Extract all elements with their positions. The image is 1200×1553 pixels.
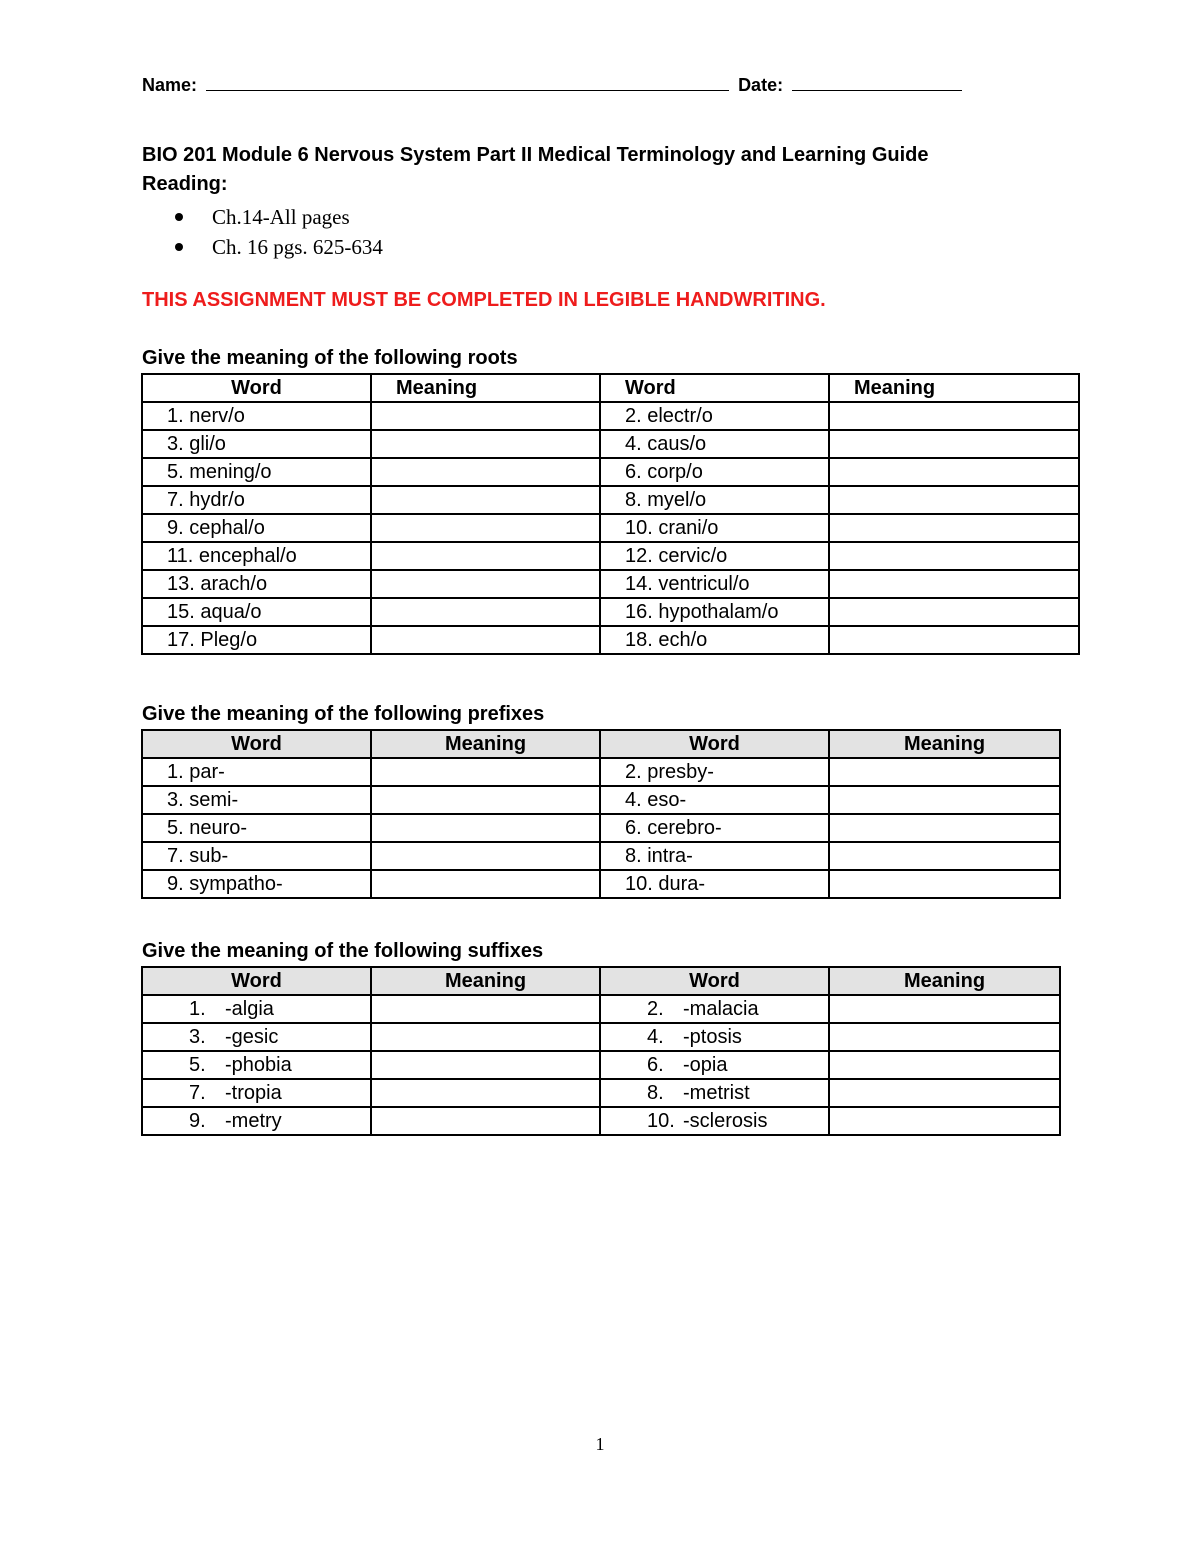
term-number: 7. bbox=[189, 1081, 206, 1104]
term-text: -metrist bbox=[683, 1081, 750, 1104]
table-row bbox=[142, 1107, 1060, 1135]
table-row bbox=[142, 542, 1079, 570]
reading-item: Ch.14-All pages bbox=[172, 202, 383, 232]
meaning-answer-cell[interactable] bbox=[829, 430, 1079, 458]
meaning-answer-cell[interactable] bbox=[371, 598, 600, 626]
meaning-answer-cell[interactable] bbox=[371, 870, 600, 898]
term-word: 6. cerebro- bbox=[600, 814, 829, 842]
term-word: 8. intra- bbox=[600, 842, 829, 870]
term-number: 2. bbox=[647, 997, 664, 1020]
document-title: BIO 201 Module 6 Nervous System Part II Medical Terminology and Learning Guide bbox=[142, 144, 929, 166]
term-word: 16. hypothalam/o bbox=[600, 598, 829, 626]
meaning-answer-cell[interactable] bbox=[371, 786, 600, 814]
term-word: 15. aqua/o bbox=[142, 598, 371, 626]
term-word bbox=[600, 1079, 829, 1107]
meaning-answer-cell[interactable] bbox=[829, 786, 1060, 814]
term-word: 17. Pleg/o bbox=[142, 626, 371, 654]
header-word: Word bbox=[142, 730, 371, 758]
term-text: -malacia bbox=[683, 997, 759, 1020]
term-number: 8. bbox=[647, 1081, 664, 1104]
term-word: 12. cervic/o bbox=[600, 542, 829, 570]
term-word: 1. nerv/o bbox=[142, 402, 371, 430]
term-word: 6. corp/o bbox=[600, 458, 829, 486]
term-text: -sclerosis bbox=[683, 1109, 768, 1132]
meaning-answer-cell[interactable] bbox=[371, 486, 600, 514]
term-number: 4. bbox=[647, 1025, 664, 1048]
table-row bbox=[142, 786, 1060, 814]
term-word: 5. mening/o bbox=[142, 458, 371, 486]
meaning-answer-cell[interactable] bbox=[829, 1023, 1060, 1051]
term-word bbox=[142, 1023, 371, 1051]
meaning-answer-cell[interactable] bbox=[829, 842, 1060, 870]
term-word: 4. eso- bbox=[600, 786, 829, 814]
term-word: 18. ech/o bbox=[600, 626, 829, 654]
table-row bbox=[142, 1079, 1060, 1107]
term-word: 9. cephal/o bbox=[142, 514, 371, 542]
header-word: Word bbox=[600, 967, 829, 995]
reading-item: Ch. 16 pgs. 625-634 bbox=[172, 232, 383, 262]
table-row bbox=[142, 842, 1060, 870]
header-word: Word bbox=[142, 374, 371, 402]
header-meaning: Meaning bbox=[829, 730, 1060, 758]
table-header-row bbox=[142, 374, 1079, 402]
term-number: 10. bbox=[647, 1109, 675, 1132]
table-row bbox=[142, 814, 1060, 842]
term-word: 1. par- bbox=[142, 758, 371, 786]
reading-label: Reading: bbox=[142, 173, 228, 195]
meaning-answer-cell[interactable] bbox=[829, 598, 1079, 626]
term-word bbox=[142, 1051, 371, 1079]
term-word: 10. crani/o bbox=[600, 514, 829, 542]
term-word: 10. dura- bbox=[600, 870, 829, 898]
term-text: -metry bbox=[225, 1109, 282, 1132]
term-word: 9. sympatho- bbox=[142, 870, 371, 898]
roots-section-title: Give the meaning of the following roots bbox=[142, 347, 518, 369]
meaning-answer-cell[interactable] bbox=[829, 1107, 1060, 1135]
meaning-answer-cell[interactable] bbox=[829, 542, 1079, 570]
meaning-answer-cell[interactable] bbox=[371, 1107, 600, 1135]
meaning-answer-cell[interactable] bbox=[371, 402, 600, 430]
meaning-answer-cell[interactable] bbox=[371, 842, 600, 870]
meaning-answer-cell[interactable] bbox=[829, 514, 1079, 542]
table-row bbox=[142, 1023, 1060, 1051]
term-word: 4. caus/o bbox=[600, 430, 829, 458]
handwriting-notice: THIS ASSIGNMENT MUST BE COMPLETED IN LEGIBLE HANDWRITING. bbox=[142, 289, 826, 311]
suffixes-table bbox=[141, 966, 1061, 1136]
meaning-answer-cell[interactable] bbox=[371, 1023, 600, 1051]
term-text: -phobia bbox=[225, 1053, 292, 1076]
meaning-answer-cell[interactable] bbox=[829, 1079, 1060, 1107]
term-word: 13. arach/o bbox=[142, 570, 371, 598]
table-header-row bbox=[142, 730, 1060, 758]
header-word: Word bbox=[142, 967, 371, 995]
meaning-answer-cell[interactable] bbox=[371, 1051, 600, 1079]
table-row bbox=[142, 1051, 1060, 1079]
meaning-answer-cell[interactable] bbox=[829, 458, 1079, 486]
meaning-answer-cell[interactable] bbox=[371, 758, 600, 786]
meaning-answer-cell[interactable] bbox=[829, 1051, 1060, 1079]
meaning-answer-cell[interactable] bbox=[371, 626, 600, 654]
term-word bbox=[600, 1051, 829, 1079]
suffixes-section-title: Give the meaning of the following suffixes bbox=[142, 940, 544, 962]
term-number: 1. bbox=[189, 997, 206, 1020]
header-meaning: Meaning bbox=[371, 730, 600, 758]
meaning-answer-cell[interactable] bbox=[371, 1079, 600, 1107]
meaning-answer-cell[interactable] bbox=[829, 814, 1060, 842]
roots-table bbox=[141, 373, 1080, 655]
meaning-answer-cell[interactable] bbox=[829, 570, 1079, 598]
table-row bbox=[142, 402, 1079, 430]
term-text: -algia bbox=[225, 997, 274, 1020]
table-row bbox=[142, 870, 1060, 898]
header-word: Word bbox=[600, 374, 829, 402]
term-word: 3. semi- bbox=[142, 786, 371, 814]
term-word bbox=[600, 995, 829, 1023]
header-meaning: Meaning bbox=[829, 967, 1060, 995]
term-text: -opia bbox=[683, 1053, 728, 1076]
table-row bbox=[142, 486, 1079, 514]
meaning-answer-cell[interactable] bbox=[829, 758, 1060, 786]
table-row bbox=[142, 626, 1079, 654]
prefixes-section-title: Give the meaning of the following prefixes bbox=[142, 703, 545, 725]
term-word bbox=[142, 1107, 371, 1135]
table-row bbox=[142, 514, 1079, 542]
term-word: 7. sub- bbox=[142, 842, 371, 870]
date-label: Date: bbox=[738, 75, 784, 95]
bullet-icon bbox=[175, 213, 183, 221]
meaning-answer-cell[interactable] bbox=[829, 626, 1079, 654]
meaning-answer-cell[interactable] bbox=[829, 995, 1060, 1023]
term-number: 6. bbox=[647, 1053, 664, 1076]
meaning-answer-cell[interactable] bbox=[371, 430, 600, 458]
header-meaning: Meaning bbox=[371, 967, 600, 995]
term-number: 9. bbox=[189, 1109, 206, 1132]
term-word bbox=[142, 1079, 371, 1107]
term-text: -ptosis bbox=[683, 1025, 742, 1048]
term-number: 3. bbox=[189, 1025, 206, 1048]
term-word: 14. ventricul/o bbox=[600, 570, 829, 598]
reading-list bbox=[172, 202, 383, 262]
term-word: 2. electr/o bbox=[600, 402, 829, 430]
table-row bbox=[142, 430, 1079, 458]
term-word: 7. hydr/o bbox=[142, 486, 371, 514]
name-date-row bbox=[142, 74, 972, 96]
header-word: Word bbox=[600, 730, 829, 758]
table-row bbox=[142, 458, 1079, 486]
meaning-answer-cell[interactable] bbox=[829, 486, 1079, 514]
header-meaning: Meaning bbox=[371, 374, 600, 402]
meaning-answer-cell[interactable] bbox=[371, 570, 600, 598]
term-word: 11. encephal/o bbox=[142, 542, 371, 570]
meaning-answer-cell[interactable] bbox=[829, 402, 1079, 430]
term-word bbox=[600, 1023, 829, 1051]
meaning-answer-cell[interactable] bbox=[829, 870, 1060, 898]
meaning-answer-cell[interactable] bbox=[371, 995, 600, 1023]
table-header-row bbox=[142, 967, 1060, 995]
header-meaning: Meaning bbox=[829, 374, 1079, 402]
name-field-line[interactable] bbox=[206, 74, 729, 91]
term-text: -tropia bbox=[225, 1081, 282, 1104]
term-text: -gesic bbox=[225, 1025, 279, 1048]
meaning-answer-cell[interactable] bbox=[371, 542, 600, 570]
prefixes-table bbox=[141, 729, 1061, 899]
page-number: 1 bbox=[595, 1434, 605, 1454]
term-word: 2. presby- bbox=[600, 758, 829, 786]
term-word: 3. gli/o bbox=[142, 430, 371, 458]
bullet-icon bbox=[175, 243, 183, 251]
table-row bbox=[142, 570, 1079, 598]
term-word: 5. neuro- bbox=[142, 814, 371, 842]
term-number: 5. bbox=[189, 1053, 206, 1076]
table-row bbox=[142, 758, 1060, 786]
meaning-answer-cell[interactable] bbox=[371, 458, 600, 486]
meaning-answer-cell[interactable] bbox=[371, 514, 600, 542]
table-row bbox=[142, 995, 1060, 1023]
term-word bbox=[142, 995, 371, 1023]
table-row bbox=[142, 598, 1079, 626]
term-word bbox=[600, 1107, 829, 1135]
date-field-line[interactable] bbox=[792, 74, 962, 91]
term-word: 8. myel/o bbox=[600, 486, 829, 514]
name-label: Name: bbox=[142, 75, 198, 95]
meaning-answer-cell[interactable] bbox=[371, 814, 600, 842]
